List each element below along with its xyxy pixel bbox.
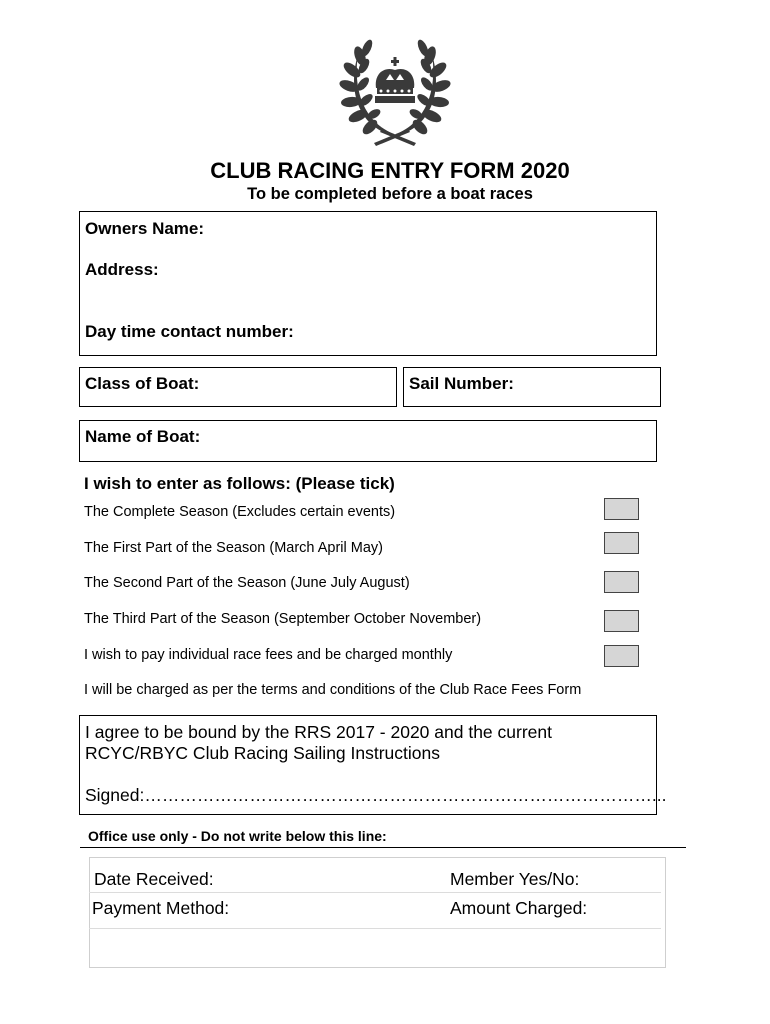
date-received-label: Date Received: — [94, 869, 214, 889]
option-first-part: The First Part of the Season (March April May) — [84, 540, 383, 556]
boat-class-field[interactable] — [79, 367, 397, 407]
option-second-part: The Second Part of the Season (June July August) — [84, 575, 410, 591]
payment-method-label: Payment Method: — [92, 898, 230, 918]
agreement-line-1: I agree to be bound by the RRS 2017 - 2020 and the current — [85, 722, 552, 742]
member-label: Member Yes/No: — [450, 869, 580, 889]
sail-number-label: Sail Number: — [409, 374, 514, 393]
office-row-divider — [89, 892, 661, 893]
tick-box-individual-fees[interactable] — [604, 645, 639, 667]
office-use-heading: Office use only - Do not write below this line: — [88, 828, 387, 844]
contact-number-label: Day time contact number: — [85, 322, 294, 341]
boat-name-field[interactable] — [79, 420, 657, 462]
form-title: CLUB RACING ENTRY FORM 2020 — [210, 158, 570, 183]
tick-box-complete-season[interactable] — [604, 498, 639, 520]
fees-note: I will be charged as per the terms and conditions of the Club Race Fees Form — [84, 682, 582, 698]
crown-laurel-emblem — [336, 36, 454, 148]
boat-name-label: Name of Boat: — [85, 427, 201, 446]
agreement-line-2: RCYC/RBYC Club Racing Sailing Instructions — [85, 743, 440, 763]
divider-line — [80, 847, 686, 848]
option-individual-fees: I wish to pay individual race fees and be charged monthly — [84, 647, 453, 663]
signature-line[interactable]: Signed:……………………………………………………………………………... — [85, 785, 667, 805]
owners-name-label: Owners Name: — [85, 219, 205, 238]
option-third-part: The Third Part of the Season (September October November) — [84, 611, 482, 627]
tick-box-second-part[interactable] — [604, 571, 639, 593]
office-row-divider — [89, 928, 661, 929]
boat-class-label: Class of Boat: — [85, 374, 200, 393]
agreement-box — [79, 715, 667, 815]
form-subtitle: To be completed before a boat races — [247, 185, 533, 203]
entry-heading: I wish to enter as follows: (Please tick) — [84, 474, 395, 493]
owner-details-box[interactable] — [79, 211, 657, 356]
address-label: Address: — [85, 260, 159, 279]
option-complete-season: The Complete Season (Excludes certain events) — [84, 504, 396, 520]
tick-box-third-part[interactable] — [604, 610, 639, 632]
sail-number-field[interactable] — [403, 367, 661, 407]
amount-charged-label: Amount Charged: — [450, 898, 588, 918]
tick-box-first-part[interactable] — [604, 532, 639, 554]
